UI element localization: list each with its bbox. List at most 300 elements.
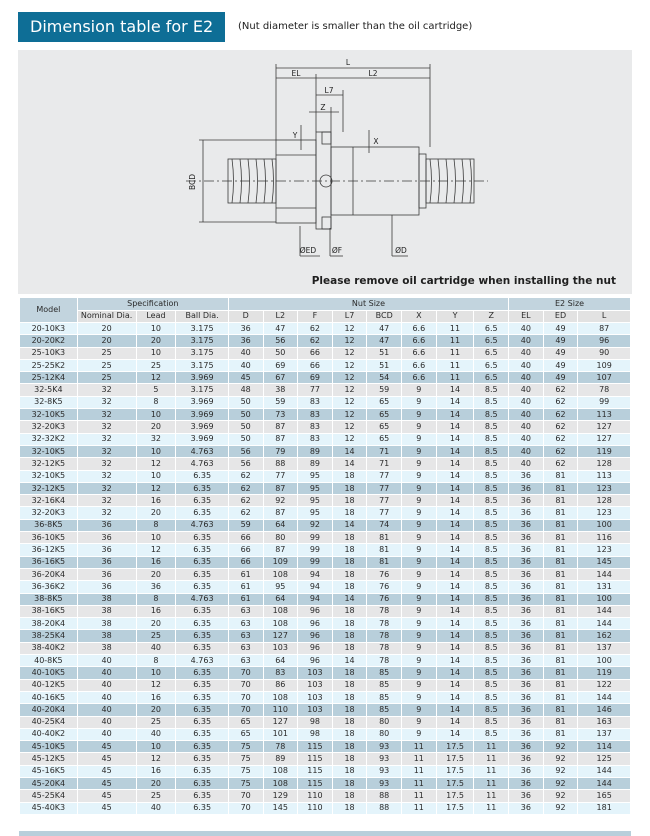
- cell-ball-dia: 4.763: [176, 445, 229, 457]
- cell-f: 83: [298, 433, 333, 445]
- cell-y: 14: [436, 544, 474, 556]
- cell-l2: 88: [263, 458, 298, 470]
- col-header-d: D: [228, 310, 263, 323]
- cell-z: 8.5: [474, 679, 509, 691]
- cell-x: 9: [402, 470, 437, 482]
- cell-d: 75: [228, 777, 263, 789]
- cell-ed: 81: [543, 642, 578, 654]
- cell-ed: 62: [543, 433, 578, 445]
- cell-l2: 64: [263, 655, 298, 667]
- cell-lead: 16: [136, 605, 176, 617]
- cell-l2: 86: [263, 679, 298, 691]
- label-D: ØD: [395, 246, 407, 255]
- cell-z: 8.5: [474, 691, 509, 703]
- cell-el: 40: [509, 458, 544, 470]
- cell-f: 94: [298, 581, 333, 593]
- cell-nominal-dia: 32: [77, 409, 136, 421]
- cell-z: 8.5: [474, 470, 509, 482]
- cell-z: 6.5: [474, 323, 509, 335]
- cell-lead: 16: [136, 691, 176, 703]
- cell-ball-dia: 6.35: [176, 741, 229, 753]
- cell-ed: 81: [543, 519, 578, 531]
- cell-x: 6.6: [402, 359, 437, 371]
- cell-y: 14: [436, 568, 474, 580]
- table-row: [20, 765, 631, 777]
- cell-z: 8.5: [474, 458, 509, 470]
- cell-el: 36: [509, 802, 544, 814]
- cell-f: 69: [298, 372, 333, 384]
- cell-bcd: 47: [367, 335, 402, 347]
- cell-el: 36: [509, 642, 544, 654]
- cell-z: 8.5: [474, 445, 509, 457]
- cell-f: 94: [298, 593, 333, 605]
- cell-nominal-dia: 40: [77, 667, 136, 679]
- cell-f: 95: [298, 470, 333, 482]
- cell-l2: 87: [263, 507, 298, 519]
- cell-z: 6.5: [474, 372, 509, 384]
- cell-y: 14: [436, 642, 474, 654]
- cell-d: 61: [228, 568, 263, 580]
- cell-l7: 14: [332, 445, 367, 457]
- cell-x: 11: [402, 753, 437, 765]
- cell-z: 6.5: [474, 335, 509, 347]
- table-row: [20, 753, 631, 765]
- cell-l2: 108: [263, 605, 298, 617]
- cell-f: 62: [298, 323, 333, 335]
- cell-d: 75: [228, 741, 263, 753]
- cell-el: 36: [509, 704, 544, 716]
- cell-y: 14: [436, 556, 474, 568]
- cell-x: 9: [402, 618, 437, 630]
- cell-z: 8.5: [474, 482, 509, 494]
- cell-y: 11: [436, 372, 474, 384]
- cell-d: 48: [228, 384, 263, 396]
- cell-bcd: 81: [367, 532, 402, 544]
- cell-x: 9: [402, 630, 437, 642]
- cell-l7: 14: [332, 655, 367, 667]
- cell-ed: 92: [543, 753, 578, 765]
- cell-lead: 10: [136, 532, 176, 544]
- cell-nominal-dia: 38: [77, 593, 136, 605]
- cell-x: 9: [402, 544, 437, 556]
- cell-ball-dia: 6.35: [176, 728, 229, 740]
- table-row: [20, 409, 631, 421]
- cell-nominal-dia: 25: [77, 359, 136, 371]
- cell-y: 11: [436, 347, 474, 359]
- nut-flange: [316, 132, 331, 229]
- cell-l7: 14: [332, 519, 367, 531]
- cell-y: 14: [436, 716, 474, 728]
- cell-ed: 81: [543, 605, 578, 617]
- cell-ed: 62: [543, 384, 578, 396]
- cell-x: 9: [402, 716, 437, 728]
- cell-ed: 49: [543, 372, 578, 384]
- cell-ball-dia: 4.763: [176, 593, 229, 605]
- label-L: L: [345, 58, 351, 67]
- cell-el: 36: [509, 605, 544, 617]
- col-header-l: L: [578, 310, 631, 323]
- cell-el: 36: [509, 667, 544, 679]
- cell-f: 95: [298, 495, 333, 507]
- cell-model: 40-16K5: [20, 691, 78, 703]
- cell-l7: 18: [332, 691, 367, 703]
- cell-l7: 18: [332, 605, 367, 617]
- cell-y: 14: [436, 421, 474, 433]
- cell-nominal-dia: 32: [77, 384, 136, 396]
- cell-d: 40: [228, 347, 263, 359]
- cell-l: 144: [578, 777, 631, 789]
- table-row-cut-off: [19, 831, 631, 836]
- cell-f: 83: [298, 409, 333, 421]
- cell-lead: 20: [136, 507, 176, 519]
- cell-nominal-dia: 36: [77, 544, 136, 556]
- cell-l: 128: [578, 495, 631, 507]
- cell-ball-dia: 3.175: [176, 347, 229, 359]
- cell-ed: 81: [543, 655, 578, 667]
- table-row: [20, 618, 631, 630]
- cell-f: 96: [298, 642, 333, 654]
- table-row: [20, 335, 631, 347]
- cell-model: 45-12K5: [20, 753, 78, 765]
- cell-l: 122: [578, 679, 631, 691]
- cell-y: 14: [436, 482, 474, 494]
- cell-el: 36: [509, 519, 544, 531]
- cell-y: 14: [436, 655, 474, 667]
- label-EL: EL: [291, 69, 301, 78]
- cell-f: 95: [298, 482, 333, 494]
- cell-ed: 62: [543, 445, 578, 457]
- cell-z: 8.5: [474, 618, 509, 630]
- cell-y: 11: [436, 323, 474, 335]
- cell-lead: 10: [136, 347, 176, 359]
- cell-ball-dia: 4.763: [176, 655, 229, 667]
- table-row: [20, 421, 631, 433]
- cell-l7: 12: [332, 347, 367, 359]
- cell-nominal-dia: 32: [77, 507, 136, 519]
- cell-el: 36: [509, 741, 544, 753]
- table-row: [20, 568, 631, 580]
- cell-l2: 101: [263, 728, 298, 740]
- cell-l7: 18: [332, 741, 367, 753]
- cell-el: 36: [509, 728, 544, 740]
- cell-l7: 12: [332, 433, 367, 445]
- cell-ball-dia: 6.35: [176, 642, 229, 654]
- col-header-lead: Lead: [136, 310, 176, 323]
- cell-model: 45-20K4: [20, 777, 78, 789]
- cell-model: 36-12K5: [20, 544, 78, 556]
- cell-f: 62: [298, 335, 333, 347]
- cell-z: 8.5: [474, 728, 509, 740]
- table-row: [20, 470, 631, 482]
- cell-l2: 127: [263, 630, 298, 642]
- cell-x: 9: [402, 495, 437, 507]
- table-row: [20, 716, 631, 728]
- cell-z: 8.5: [474, 704, 509, 716]
- cell-f: 99: [298, 532, 333, 544]
- cell-ball-dia: 3.969: [176, 433, 229, 445]
- cell-el: 40: [509, 335, 544, 347]
- cell-d: 62: [228, 495, 263, 507]
- cell-l7: 18: [332, 470, 367, 482]
- label-BCD: BCD: [188, 173, 197, 191]
- cell-el: 40: [509, 359, 544, 371]
- cell-x: 6.6: [402, 335, 437, 347]
- cell-lead: 12: [136, 679, 176, 691]
- cell-lead: 12: [136, 458, 176, 470]
- cell-l7: 12: [332, 409, 367, 421]
- cell-ed: 81: [543, 470, 578, 482]
- cell-f: 99: [298, 544, 333, 556]
- cell-nominal-dia: 45: [77, 741, 136, 753]
- cell-lead: 16: [136, 765, 176, 777]
- cell-x: 9: [402, 691, 437, 703]
- cell-d: 61: [228, 581, 263, 593]
- cell-l2: 77: [263, 470, 298, 482]
- cell-d: 36: [228, 323, 263, 335]
- cell-ball-dia: 6.35: [176, 790, 229, 802]
- table-row: [20, 495, 631, 507]
- cell-y: 14: [436, 605, 474, 617]
- cell-ball-dia: 6.35: [176, 544, 229, 556]
- cell-z: 11: [474, 790, 509, 802]
- cell-nominal-dia: 38: [77, 630, 136, 642]
- col-header-nominal-dia: Nominal Dia.: [77, 310, 136, 323]
- cell-f: 103: [298, 691, 333, 703]
- table-row: [20, 642, 631, 654]
- cell-z: 8.5: [474, 433, 509, 445]
- cell-y: 17.5: [436, 802, 474, 814]
- cell-x: 11: [402, 741, 437, 753]
- cell-bcd: 54: [367, 372, 402, 384]
- cell-y: 14: [436, 593, 474, 605]
- cell-ed: 81: [543, 556, 578, 568]
- cell-f: 115: [298, 777, 333, 789]
- cell-bcd: 85: [367, 667, 402, 679]
- cell-lead: 20: [136, 568, 176, 580]
- cell-lead: 12: [136, 482, 176, 494]
- cell-l: 107: [578, 372, 631, 384]
- cell-lead: 40: [136, 642, 176, 654]
- cell-f: 77: [298, 384, 333, 396]
- cell-l2: 87: [263, 544, 298, 556]
- cell-x: 9: [402, 445, 437, 457]
- cell-model: 32-10K5: [20, 445, 78, 457]
- cell-model: 40-12K5: [20, 679, 78, 691]
- cell-bcd: 59: [367, 384, 402, 396]
- cell-d: 65: [228, 728, 263, 740]
- cell-y: 14: [436, 458, 474, 470]
- cell-x: 9: [402, 568, 437, 580]
- cell-ed: 81: [543, 507, 578, 519]
- table-row: [20, 507, 631, 519]
- cell-el: 36: [509, 593, 544, 605]
- cell-el: 36: [509, 470, 544, 482]
- cell-model: 45-40K3: [20, 802, 78, 814]
- cell-bcd: 85: [367, 691, 402, 703]
- cell-el: 36: [509, 507, 544, 519]
- cell-y: 14: [436, 728, 474, 740]
- cell-el: 36: [509, 765, 544, 777]
- label-X: X: [373, 137, 379, 146]
- cell-f: 99: [298, 556, 333, 568]
- installation-note: Please remove oil cartridge when installing the nut: [311, 275, 616, 287]
- cell-ball-dia: 6.35: [176, 482, 229, 494]
- table-body: [20, 323, 631, 815]
- cell-model: 40-10K5: [20, 667, 78, 679]
- cell-ball-dia: 6.35: [176, 495, 229, 507]
- cell-f: 110: [298, 790, 333, 802]
- cell-l7: 12: [332, 384, 367, 396]
- cell-f: 96: [298, 605, 333, 617]
- cell-f: 115: [298, 765, 333, 777]
- cell-model: 38-8K5: [20, 593, 78, 605]
- label-L7: L7: [324, 86, 334, 95]
- cell-ball-dia: 6.35: [176, 532, 229, 544]
- cell-l: 144: [578, 605, 631, 617]
- cell-el: 36: [509, 655, 544, 667]
- cell-x: 9: [402, 679, 437, 691]
- cell-l2: 50: [263, 347, 298, 359]
- cell-ed: 92: [543, 741, 578, 753]
- cell-lead: 20: [136, 704, 176, 716]
- cell-bcd: 51: [367, 359, 402, 371]
- cell-nominal-dia: 40: [77, 728, 136, 740]
- cell-l: 109: [578, 359, 631, 371]
- cell-ed: 81: [543, 568, 578, 580]
- cell-x: 9: [402, 667, 437, 679]
- cell-d: 59: [228, 519, 263, 531]
- cell-ed: 81: [543, 482, 578, 494]
- cell-l: 123: [578, 507, 631, 519]
- cell-model: 32-12K5: [20, 458, 78, 470]
- table-row: [20, 532, 631, 544]
- cell-z: 8.5: [474, 532, 509, 544]
- cell-ed: 81: [543, 581, 578, 593]
- table-row: [20, 396, 631, 408]
- cell-el: 36: [509, 753, 544, 765]
- cell-model: 45-10K5: [20, 741, 78, 753]
- cell-model: 36-16K5: [20, 556, 78, 568]
- cell-ball-dia: 3.175: [176, 335, 229, 347]
- cell-z: 8.5: [474, 556, 509, 568]
- cell-ed: 81: [543, 630, 578, 642]
- cell-l: 163: [578, 716, 631, 728]
- cell-nominal-dia: 45: [77, 777, 136, 789]
- cell-ball-dia: 3.175: [176, 359, 229, 371]
- cell-lead: 10: [136, 445, 176, 457]
- cell-ed: 81: [543, 667, 578, 679]
- cell-l2: 108: [263, 618, 298, 630]
- cell-y: 11: [436, 359, 474, 371]
- cell-x: 9: [402, 409, 437, 421]
- group-header-e2-size: E2 Size: [509, 298, 631, 311]
- cell-bcd: 85: [367, 679, 402, 691]
- cell-l7: 18: [332, 704, 367, 716]
- cell-x: 6.6: [402, 347, 437, 359]
- cell-d: 63: [228, 618, 263, 630]
- cell-d: 50: [228, 409, 263, 421]
- cell-f: 89: [298, 445, 333, 457]
- cell-z: 11: [474, 741, 509, 753]
- cell-x: 9: [402, 605, 437, 617]
- cell-z: 8.5: [474, 630, 509, 642]
- cell-nominal-dia: 45: [77, 765, 136, 777]
- cell-ed: 92: [543, 802, 578, 814]
- cell-ball-dia: 6.35: [176, 507, 229, 519]
- cell-z: 8.5: [474, 384, 509, 396]
- cell-l7: 12: [332, 421, 367, 433]
- cell-ed: 81: [543, 532, 578, 544]
- cell-d: 65: [228, 716, 263, 728]
- cell-x: 9: [402, 642, 437, 654]
- cell-el: 40: [509, 384, 544, 396]
- cell-nominal-dia: 32: [77, 445, 136, 457]
- oil-cartridge-body: [276, 140, 316, 223]
- cell-y: 17.5: [436, 753, 474, 765]
- cell-nominal-dia: 36: [77, 519, 136, 531]
- cell-model: 32-10K5: [20, 409, 78, 421]
- col-header-x: X: [402, 310, 437, 323]
- cell-lead: 25: [136, 359, 176, 371]
- cell-lead: 20: [136, 421, 176, 433]
- cell-lead: 20: [136, 777, 176, 789]
- cell-f: 98: [298, 728, 333, 740]
- cell-d: 70: [228, 790, 263, 802]
- cell-ed: 81: [543, 618, 578, 630]
- cell-y: 17.5: [436, 741, 474, 753]
- cell-el: 40: [509, 409, 544, 421]
- cell-l2: 103: [263, 642, 298, 654]
- cell-model: 38-25K4: [20, 630, 78, 642]
- cell-ball-dia: 3.969: [176, 409, 229, 421]
- cell-ed: 49: [543, 347, 578, 359]
- cell-model: 25-10K3: [20, 347, 78, 359]
- cell-nominal-dia: 40: [77, 655, 136, 667]
- table-row: [20, 802, 631, 814]
- table-row: [20, 359, 631, 371]
- cell-y: 14: [436, 409, 474, 421]
- cell-l7: 18: [332, 679, 367, 691]
- cell-y: 14: [436, 679, 474, 691]
- cell-model: 32-10K5: [20, 470, 78, 482]
- table-row: [20, 347, 631, 359]
- cell-lead: 36: [136, 581, 176, 593]
- cell-z: 8.5: [474, 421, 509, 433]
- cell-z: 8.5: [474, 655, 509, 667]
- cell-z: 11: [474, 777, 509, 789]
- cell-z: 11: [474, 765, 509, 777]
- cell-nominal-dia: 36: [77, 581, 136, 593]
- cell-nominal-dia: 32: [77, 470, 136, 482]
- cell-l: 116: [578, 532, 631, 544]
- cell-lead: 10: [136, 667, 176, 679]
- cell-y: 14: [436, 433, 474, 445]
- cell-el: 40: [509, 421, 544, 433]
- cell-l2: 108: [263, 568, 298, 580]
- cell-lead: 5: [136, 384, 176, 396]
- cell-ed: 81: [543, 716, 578, 728]
- cell-lead: 20: [136, 618, 176, 630]
- cell-d: 70: [228, 704, 263, 716]
- cell-l7: 12: [332, 396, 367, 408]
- cell-y: 17.5: [436, 765, 474, 777]
- cell-el: 36: [509, 568, 544, 580]
- cell-nominal-dia: 32: [77, 421, 136, 433]
- table-row: [20, 556, 631, 568]
- cell-model: 40-8K5: [20, 655, 78, 667]
- cell-lead: 16: [136, 495, 176, 507]
- cell-l2: 87: [263, 421, 298, 433]
